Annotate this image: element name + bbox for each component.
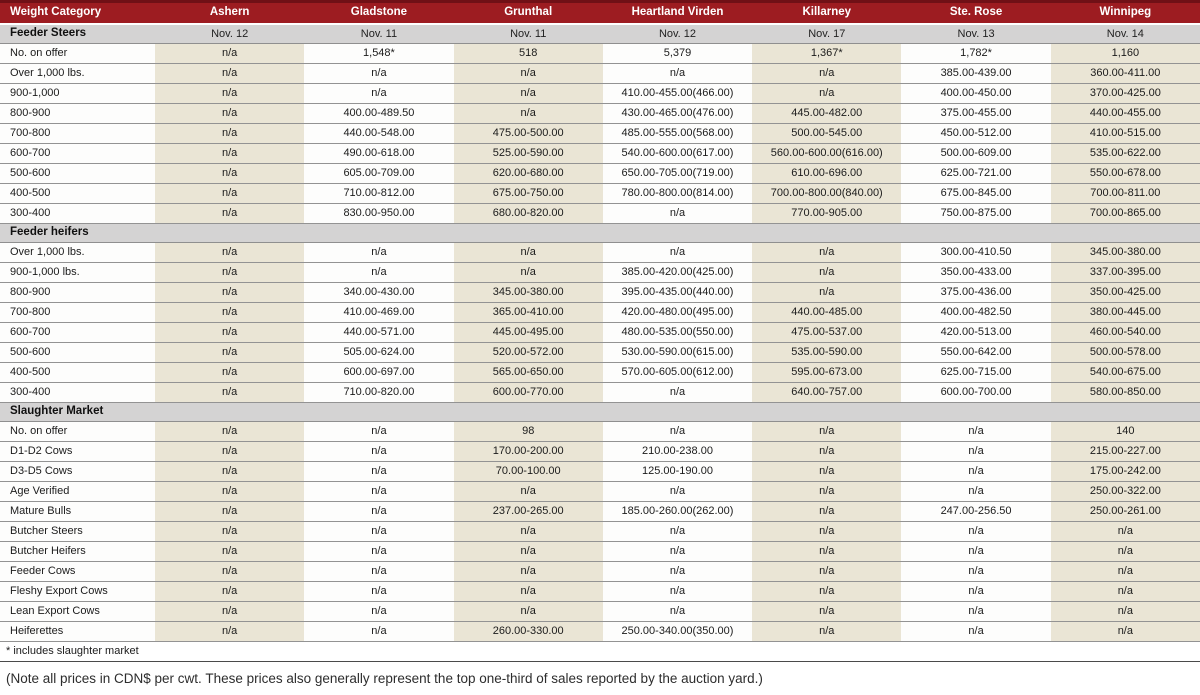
price-cell: 540.00-675.00 [1051,363,1200,383]
price-cell: n/a [304,502,453,522]
section-date: Nov. 12 [603,24,752,44]
section-empty-cell [1051,224,1200,243]
price-cell: n/a [752,243,901,263]
price-cell: n/a [454,562,603,582]
price-cell: n/a [1051,602,1200,622]
section-empty-cell [752,224,901,243]
row-label: No. on offer [0,422,155,442]
price-cell: 185.00-260.00(262.00) [603,502,752,522]
price-cell: 170.00-200.00 [454,442,603,462]
price-cell: n/a [752,482,901,502]
price-cell: 360.00-411.00 [1051,64,1200,84]
price-cell: n/a [603,562,752,582]
price-cell: n/a [1051,622,1200,642]
price-cell: n/a [752,622,901,642]
price-cell: n/a [752,522,901,542]
price-cell: 440.00-548.00 [304,124,453,144]
price-cell: n/a [454,602,603,622]
price-cell: n/a [1051,562,1200,582]
table-row [0,343,1200,363]
table-row [0,303,1200,323]
section-empty-cell [304,224,453,243]
row-label: 800-900 [0,104,155,124]
price-cell: 710.00-812.00 [304,184,453,204]
price-cell: 1,367* [752,44,901,64]
price-cell: n/a [454,64,603,84]
price-cell: n/a [155,124,304,144]
table-row [0,144,1200,164]
price-cell: 550.00-642.00 [901,343,1050,363]
row-label: D1-D2 Cows [0,442,155,462]
table-row [0,283,1200,303]
price-cell: n/a [304,462,453,482]
price-cell: n/a [603,243,752,263]
column-header-grunthal: Grunthal [454,2,603,25]
price-note: (Note all prices in CDN$ per cwt. These prices also generally represent the top one-third of sales reported by the auction yard.) [6,671,763,686]
price-cell: 560.00-600.00(616.00) [752,144,901,164]
table-body [0,24,1200,642]
corner-header: Weight Category [0,2,155,25]
row-label: Over 1,000 lbs. [0,64,155,84]
price-cell: 535.00-622.00 [1051,144,1200,164]
table-row [0,243,1200,263]
section-title: Feeder Steers [0,24,155,44]
row-label: Heiferettes [0,622,155,642]
table-row [0,422,1200,442]
price-cell: 500.00-609.00 [901,144,1050,164]
price-cell: 440.00-455.00 [1051,104,1200,124]
price-cell: 98 [454,422,603,442]
price-cell: n/a [603,482,752,502]
column-header-killarney: Killarney [752,2,901,25]
price-cell: 780.00-800.00(814.00) [603,184,752,204]
price-cell: 345.00-380.00 [1051,243,1200,263]
price-cell: 565.00-650.00 [454,363,603,383]
price-cell: 625.00-715.00 [901,363,1050,383]
price-cell: 237.00-265.00 [454,502,603,522]
price-cell: n/a [155,363,304,383]
price-cell: 480.00-535.00(550.00) [603,323,752,343]
price-cell: 650.00-705.00(719.00) [603,164,752,184]
price-cell: 535.00-590.00 [752,343,901,363]
price-cell: n/a [603,542,752,562]
price-cell: 580.00-850.00 [1051,383,1200,403]
price-cell: n/a [752,263,901,283]
price-cell: n/a [155,303,304,323]
section-empty-cell [603,224,752,243]
price-cell: 475.00-500.00 [454,124,603,144]
price-cell: 300.00-410.50 [901,243,1050,263]
price-cell: 175.00-242.00 [1051,462,1200,482]
price-cell: n/a [752,502,901,522]
table-row [0,383,1200,403]
price-cell: n/a [752,462,901,482]
table-row [0,502,1200,522]
price-cell: n/a [155,164,304,184]
price-cell: 410.00-515.00 [1051,124,1200,144]
price-cell: 490.00-618.00 [304,144,453,164]
price-cell: n/a [155,44,304,64]
price-cell: n/a [304,64,453,84]
price-cell: 500.00-545.00 [752,124,901,144]
price-cell: 1,782* [901,44,1050,64]
price-cell: 540.00-600.00(617.00) [603,144,752,164]
price-cell: n/a [304,542,453,562]
price-cell: n/a [304,582,453,602]
price-cell: 385.00-439.00 [901,64,1050,84]
table-row [0,44,1200,64]
price-cell: 210.00-238.00 [603,442,752,462]
price-cell: 400.00-450.00 [901,84,1050,104]
price-cell: 215.00-227.00 [1051,442,1200,462]
price-cell: 337.00-395.00 [1051,263,1200,283]
section-row [0,403,1200,422]
price-cell: 440.00-485.00 [752,303,901,323]
row-label: 700-800 [0,124,155,144]
table-row [0,184,1200,204]
row-label: D3-D5 Cows [0,462,155,482]
price-cell: 410.00-455.00(466.00) [603,84,752,104]
price-cell: n/a [304,562,453,582]
price-cell: 1,160 [1051,44,1200,64]
section-date: Nov. 11 [304,24,453,44]
price-cell: 610.00-696.00 [752,164,901,184]
price-cell: 600.00-770.00 [454,383,603,403]
price-cell: n/a [304,522,453,542]
price-cell: 485.00-555.00(568.00) [603,124,752,144]
price-cell: 625.00-721.00 [901,164,1050,184]
price-cell: 395.00-435.00(440.00) [603,283,752,303]
section-empty-cell [603,403,752,422]
price-cell: n/a [752,283,901,303]
price-cell: n/a [1051,542,1200,562]
price-cell: 125.00-190.00 [603,462,752,482]
section-row [0,24,1200,44]
price-cell: 500.00-578.00 [1051,343,1200,363]
section-empty-cell [901,224,1050,243]
price-cell: n/a [901,562,1050,582]
price-cell: n/a [155,582,304,602]
price-cell: n/a [304,263,453,283]
table-row [0,164,1200,184]
price-cell: 675.00-750.00 [454,184,603,204]
price-cell: 460.00-540.00 [1051,323,1200,343]
section-date: Nov. 17 [752,24,901,44]
price-cell: n/a [752,562,901,582]
row-label: 900-1,000 lbs. [0,263,155,283]
table-row [0,263,1200,283]
table-row [0,522,1200,542]
row-label: Feeder Cows [0,562,155,582]
price-cell: n/a [155,383,304,403]
price-cell: 520.00-572.00 [454,343,603,363]
price-cell: 70.00-100.00 [454,462,603,482]
price-cell: 600.00-700.00 [901,383,1050,403]
section-title: Slaughter Market [0,403,155,422]
price-cell: 530.00-590.00(615.00) [603,343,752,363]
price-cell: n/a [901,482,1050,502]
price-cell: 640.00-757.00 [752,383,901,403]
price-cell: 595.00-673.00 [752,363,901,383]
price-cell: n/a [1051,522,1200,542]
price-cell: 400.00-489.50 [304,104,453,124]
price-cell: n/a [752,602,901,622]
price-cell: n/a [304,243,453,263]
section-empty-cell [155,224,304,243]
price-cell: 475.00-537.00 [752,323,901,343]
table-header [0,2,1200,25]
price-cell: n/a [603,602,752,622]
price-cell: n/a [752,64,901,84]
table-row [0,542,1200,562]
row-label: No. on offer [0,44,155,64]
price-cell: 570.00-605.00(612.00) [603,363,752,383]
price-cell: 450.00-512.00 [901,124,1050,144]
table-row [0,482,1200,502]
section-empty-cell [304,403,453,422]
section-date: Nov. 14 [1051,24,1200,44]
price-cell: n/a [454,542,603,562]
price-cell: 700.00-865.00 [1051,204,1200,224]
table-row [0,204,1200,224]
price-cell: n/a [603,64,752,84]
row-label: Lean Export Cows [0,602,155,622]
price-cell: n/a [155,204,304,224]
price-cell: 675.00-845.00 [901,184,1050,204]
row-label: 300-400 [0,383,155,403]
price-cell: n/a [752,542,901,562]
column-header-ste-rose: Ste. Rose [901,2,1050,25]
footnote: * includes slaughter market [0,642,1200,662]
price-cell: 140 [1051,422,1200,442]
row-label: Mature Bulls [0,502,155,522]
price-cell: n/a [155,243,304,263]
price-cell: 550.00-678.00 [1051,164,1200,184]
price-cell: n/a [155,462,304,482]
price-cell: 445.00-495.00 [454,323,603,343]
price-cell: 420.00-480.00(495.00) [603,303,752,323]
table-row [0,562,1200,582]
price-cell: n/a [304,482,453,502]
price-cell: 750.00-875.00 [901,204,1050,224]
price-cell: 410.00-469.00 [304,303,453,323]
price-cell: 770.00-905.00 [752,204,901,224]
price-cell: n/a [454,482,603,502]
table-row [0,363,1200,383]
price-cell: 505.00-624.00 [304,343,453,363]
price-cell: n/a [1051,582,1200,602]
price-cell: n/a [901,462,1050,482]
price-cell: n/a [901,542,1050,562]
row-label: 500-600 [0,343,155,363]
price-cell: n/a [304,442,453,462]
section-title: Feeder heifers [0,224,155,243]
price-cell: 1,548* [304,44,453,64]
row-label: 700-800 [0,303,155,323]
row-label: 400-500 [0,184,155,204]
price-cell: n/a [454,84,603,104]
price-cell: 247.00-256.50 [901,502,1050,522]
price-cell: n/a [155,263,304,283]
price-cell: 350.00-433.00 [901,263,1050,283]
price-cell: n/a [603,522,752,542]
price-cell: n/a [155,482,304,502]
price-cell: n/a [304,622,453,642]
price-cell: 700.00-800.00(840.00) [752,184,901,204]
price-cell: 345.00-380.00 [454,283,603,303]
row-label: Butcher Steers [0,522,155,542]
price-cell: 385.00-420.00(425.00) [603,263,752,283]
price-cell: n/a [155,442,304,462]
price-cell: n/a [155,283,304,303]
price-cell: 340.00-430.00 [304,283,453,303]
price-cell: 420.00-513.00 [901,323,1050,343]
price-cell: 365.00-410.00 [454,303,603,323]
price-cell: 445.00-482.00 [752,104,901,124]
price-cell: n/a [304,422,453,442]
price-cell: n/a [454,263,603,283]
price-cell: 250.00-340.00(350.00) [603,622,752,642]
price-cell: n/a [155,502,304,522]
price-cell: 250.00-322.00 [1051,482,1200,502]
price-cell: n/a [155,184,304,204]
price-cell: n/a [901,602,1050,622]
section-row [0,224,1200,243]
price-cell: 380.00-445.00 [1051,303,1200,323]
column-header-gladstone: Gladstone [304,2,453,25]
price-cell: n/a [155,323,304,343]
price-cell: n/a [901,622,1050,642]
price-cell: n/a [603,422,752,442]
price-cell: 700.00-811.00 [1051,184,1200,204]
section-empty-cell [1051,403,1200,422]
price-cell: n/a [454,104,603,124]
price-cell: n/a [155,64,304,84]
table-row [0,442,1200,462]
price-cell: 5,379 [603,44,752,64]
price-cell: n/a [752,422,901,442]
price-cell: 375.00-436.00 [901,283,1050,303]
price-cell: 375.00-455.00 [901,104,1050,124]
price-cell: n/a [752,442,901,462]
header-row [0,2,1200,25]
table-row [0,104,1200,124]
section-date: Nov. 11 [454,24,603,44]
price-cell: n/a [155,622,304,642]
price-cell: n/a [901,442,1050,462]
price-cell: n/a [752,582,901,602]
price-cell: n/a [603,204,752,224]
section-empty-cell [454,224,603,243]
section-date: Nov. 12 [155,24,304,44]
price-cell: 260.00-330.00 [454,622,603,642]
price-cell: 440.00-571.00 [304,323,453,343]
price-cell: 250.00-261.00 [1051,502,1200,522]
price-cell: n/a [155,562,304,582]
table-row [0,84,1200,104]
price-cell: 680.00-820.00 [454,204,603,224]
price-cell: n/a [454,582,603,602]
table-row [0,602,1200,622]
price-cell: n/a [155,84,304,104]
price-cell: n/a [155,104,304,124]
column-header-ashern: Ashern [155,2,304,25]
row-label: 300-400 [0,204,155,224]
section-empty-cell [901,403,1050,422]
price-cell: 605.00-709.00 [304,164,453,184]
price-cell: n/a [155,522,304,542]
price-cell: n/a [155,343,304,363]
column-header-winnipeg: Winnipeg [1051,2,1200,25]
row-label: 600-700 [0,323,155,343]
price-cell: n/a [304,602,453,622]
table-row [0,64,1200,84]
section-empty-cell [752,403,901,422]
table-row [0,124,1200,144]
row-label: 600-700 [0,144,155,164]
price-cell: n/a [901,522,1050,542]
price-cell: 350.00-425.00 [1051,283,1200,303]
table-row [0,582,1200,602]
row-label: Over 1,000 lbs. [0,243,155,263]
price-cell: 600.00-697.00 [304,363,453,383]
row-label: Age Verified [0,482,155,502]
price-cell: 518 [454,44,603,64]
price-cell: n/a [304,84,453,104]
price-cell: n/a [603,582,752,602]
price-cell: 430.00-465.00(476.00) [603,104,752,124]
row-label: 500-600 [0,164,155,184]
price-cell: n/a [603,383,752,403]
price-cell: n/a [901,422,1050,442]
section-empty-cell [454,403,603,422]
price-cell: 400.00-482.50 [901,303,1050,323]
row-label: 900-1,000 [0,84,155,104]
price-cell: n/a [155,144,304,164]
price-cell: n/a [454,522,603,542]
table-row [0,462,1200,482]
row-label: Butcher Heifers [0,542,155,562]
price-cell: 370.00-425.00 [1051,84,1200,104]
price-cell: 525.00-590.00 [454,144,603,164]
row-label: 400-500 [0,363,155,383]
price-cell: n/a [752,84,901,104]
row-label: Fleshy Export Cows [0,582,155,602]
row-label: 800-900 [0,283,155,303]
table-row [0,323,1200,343]
section-empty-cell [155,403,304,422]
price-cell: 620.00-680.00 [454,164,603,184]
price-cell: n/a [155,542,304,562]
price-cell: 710.00-820.00 [304,383,453,403]
price-cell: 830.00-950.00 [304,204,453,224]
column-header-heartland-virden: Heartland Virden [603,2,752,25]
price-cell: n/a [155,422,304,442]
price-cell: n/a [454,243,603,263]
table-row [0,622,1200,642]
section-date: Nov. 13 [901,24,1050,44]
price-cell: n/a [901,582,1050,602]
price-cell: n/a [155,602,304,622]
